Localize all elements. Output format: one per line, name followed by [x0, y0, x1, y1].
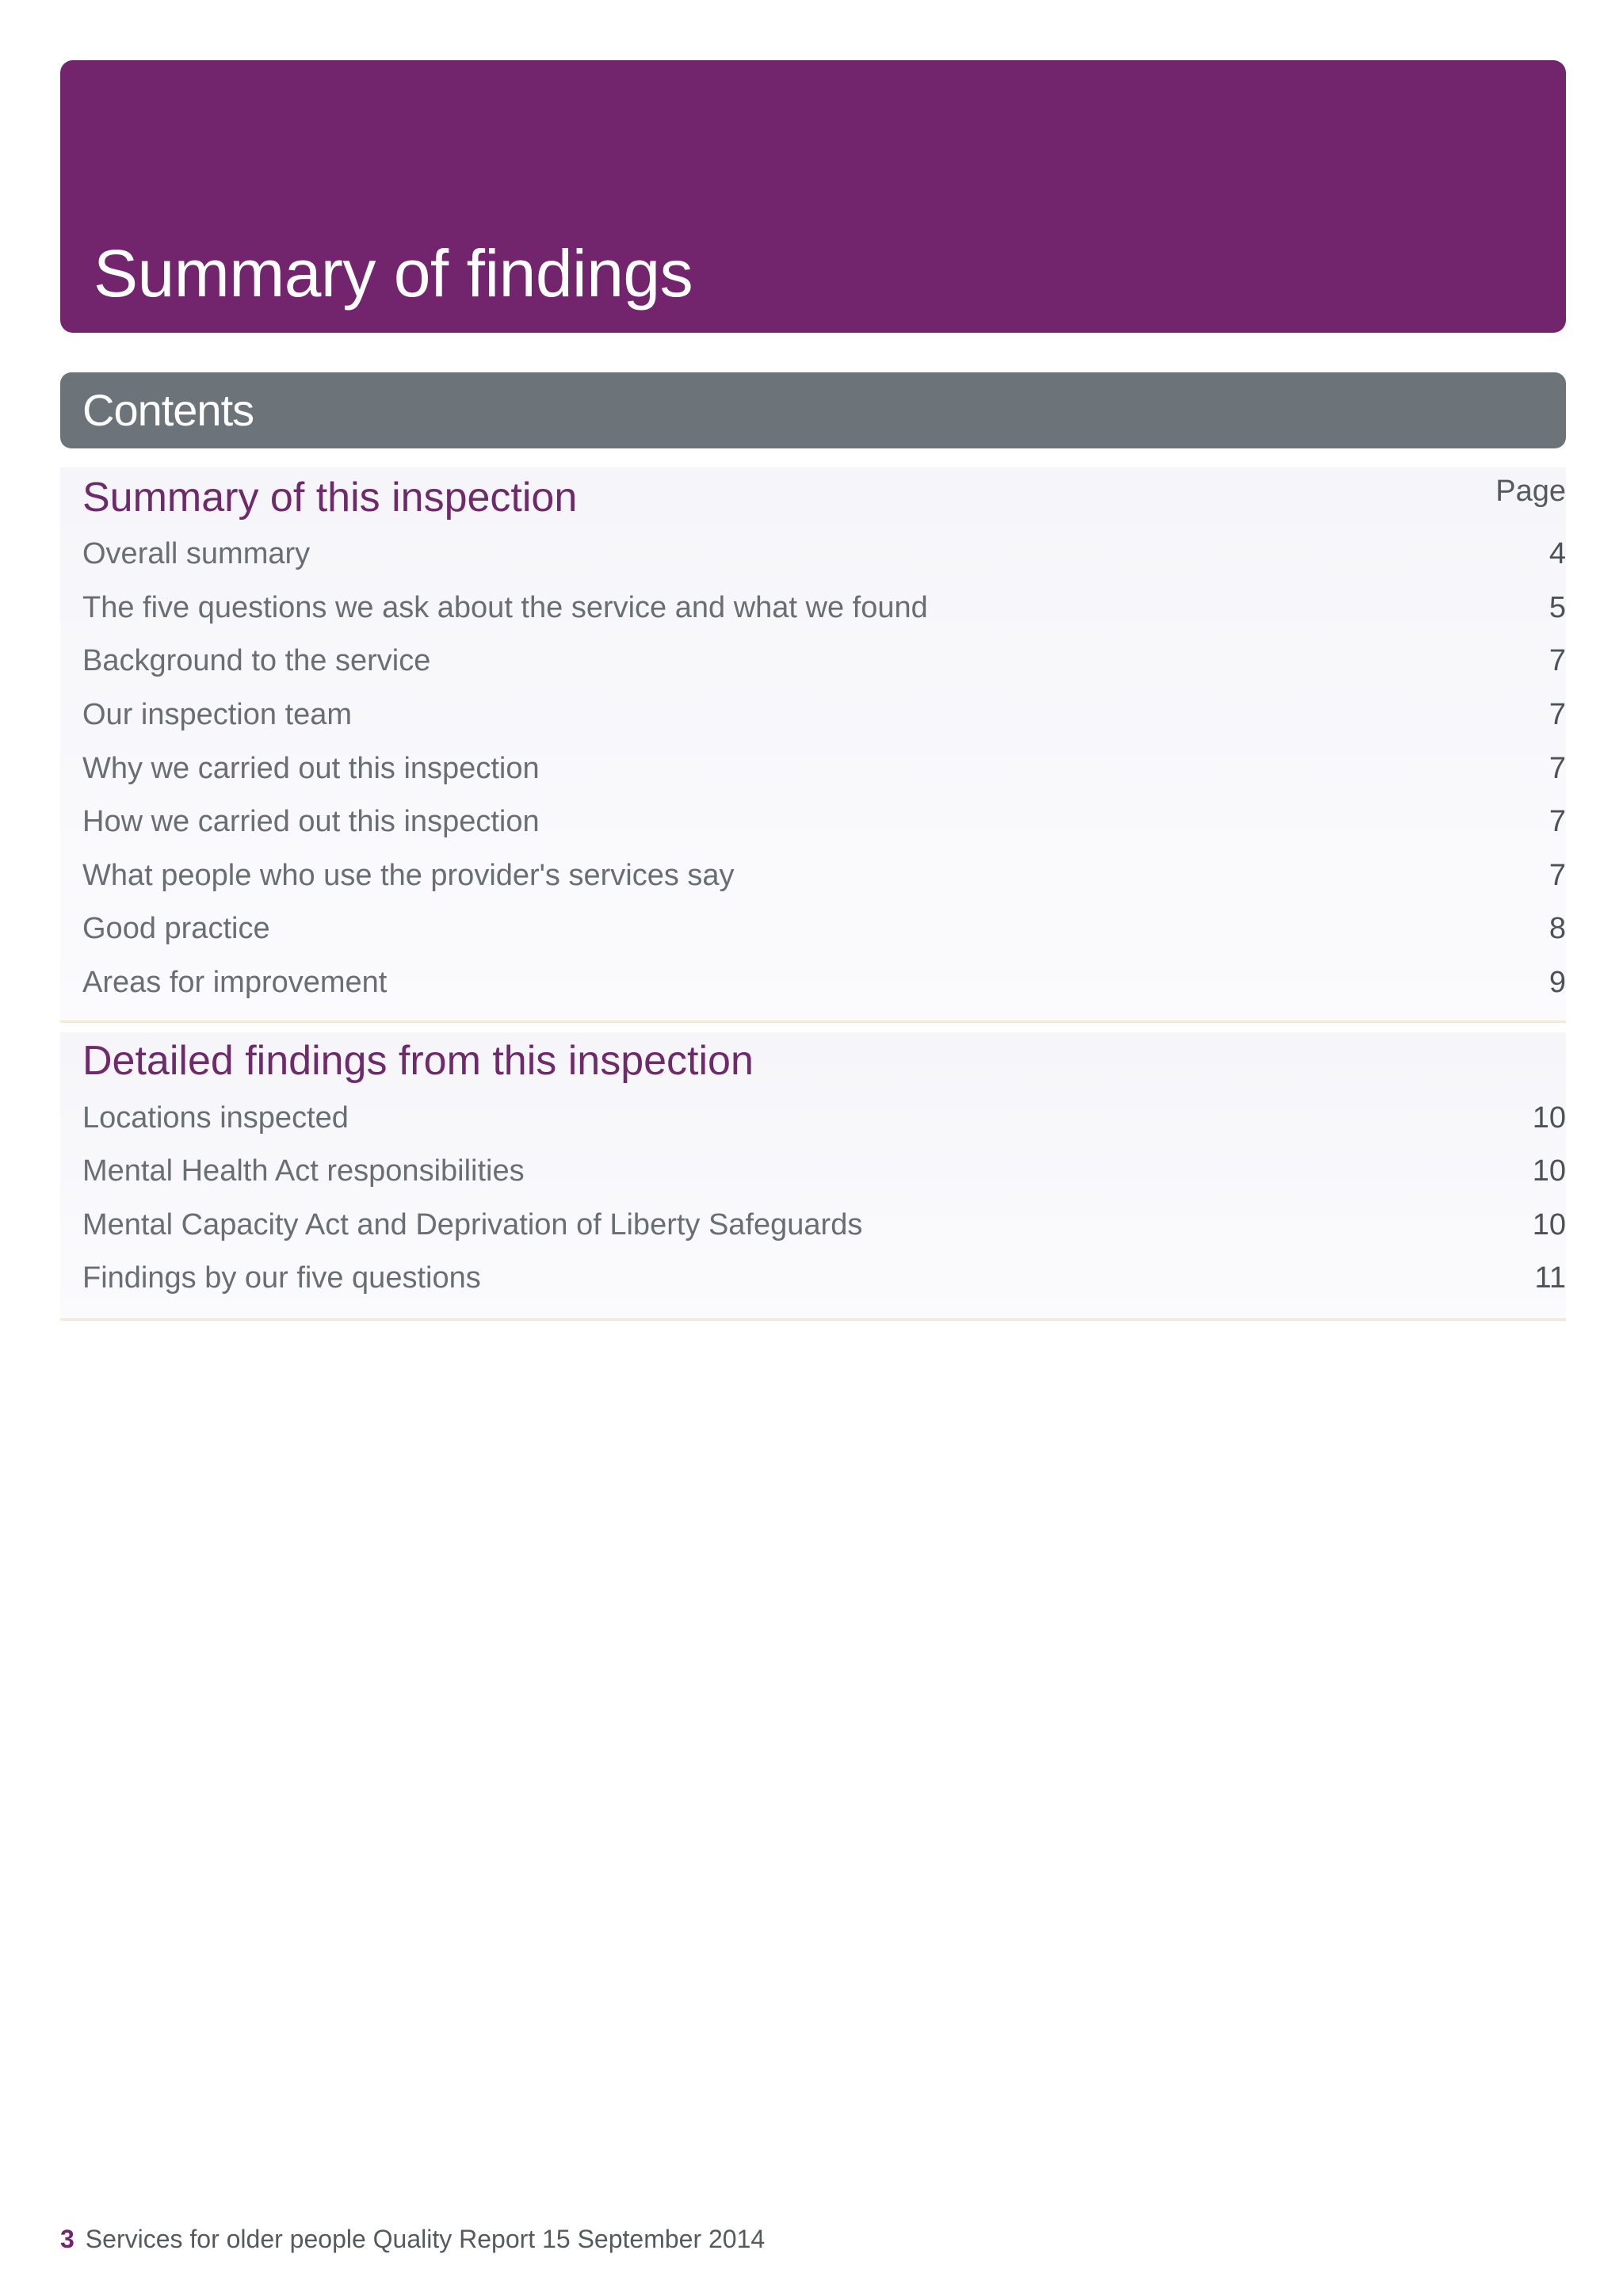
toc-entry-page: 7	[1549, 858, 1566, 892]
toc-entry-label: The five questions we ask about the service and what we found	[82, 590, 928, 624]
toc-entry-page: 10	[1532, 1154, 1566, 1188]
toc-entry[interactable]	[60, 902, 1566, 956]
footer-text: Services for older people Quality Report 15 September 2014	[85, 2225, 766, 2253]
toc-entry[interactable]	[60, 582, 1566, 635]
toc-entry[interactable]	[60, 1145, 1566, 1199]
toc-entry-label: Findings by our five questions	[82, 1261, 481, 1295]
page-footer	[60, 2225, 765, 2254]
toc-entry[interactable]	[60, 742, 1566, 795]
toc-entry[interactable]	[60, 688, 1566, 742]
toc-entry-page: 5	[1549, 590, 1566, 624]
toc-entry[interactable]	[60, 1252, 1566, 1306]
toc-entry-page: 9	[1549, 966, 1566, 1000]
toc-entry-label: Locations inspected	[82, 1100, 349, 1135]
toc-entry-page: 4	[1549, 537, 1566, 571]
page-title: Summary of findings	[94, 236, 693, 311]
title-banner	[60, 60, 1566, 333]
toc-entry[interactable]	[60, 849, 1566, 903]
toc-entry-label: Why we carried out this inspection	[82, 751, 540, 785]
contents-label: Contents	[82, 385, 254, 435]
toc-entry-label: Mental Capacity Act and Deprivation of Liberty Safeguards	[82, 1207, 863, 1241]
toc-entry-page: 7	[1549, 751, 1566, 785]
toc-section-summary	[60, 467, 1566, 1023]
toc-entry-page: 7	[1549, 698, 1566, 732]
toc-entry[interactable]	[60, 795, 1566, 849]
toc-entry-page: 8	[1549, 912, 1566, 946]
page-column-label: Page	[1495, 475, 1566, 508]
section-title: Detailed findings from this inspection	[82, 1038, 754, 1085]
table-of-contents	[60, 467, 1566, 1321]
toc-entry-label: What people who use the provider's services say	[82, 858, 735, 892]
toc-entry-page: 7	[1549, 644, 1566, 678]
toc-entry-label: Good practice	[82, 912, 270, 946]
section-title: Summary of this inspection	[82, 475, 578, 521]
toc-entry-page: 10	[1532, 1207, 1566, 1241]
contents-bar	[60, 372, 1566, 448]
toc-section-header	[60, 1032, 1566, 1091]
toc-entry-label: Areas for improvement	[82, 966, 388, 1000]
toc-entry-page: 10	[1532, 1100, 1566, 1135]
toc-entry-page: 11	[1534, 1261, 1566, 1295]
footer-page-number: 3	[60, 2225, 74, 2253]
toc-entry[interactable]	[60, 1199, 1566, 1253]
toc-entry-label: Overall summary	[82, 537, 311, 571]
toc-entry-label: Mental Health Act responsibilities	[82, 1154, 525, 1188]
toc-entry[interactable]	[60, 528, 1566, 582]
toc-entry[interactable]	[60, 956, 1566, 1010]
toc-entry-label: How we carried out this inspection	[82, 805, 540, 839]
toc-section-header	[60, 467, 1566, 528]
toc-entry-label: Background to the service	[82, 644, 431, 678]
toc-entry-label: Our inspection team	[82, 698, 353, 732]
toc-entry[interactable]	[60, 635, 1566, 688]
toc-entry[interactable]	[60, 1091, 1566, 1145]
toc-section-detailed	[60, 1032, 1566, 1320]
toc-entry-page: 7	[1549, 805, 1566, 839]
